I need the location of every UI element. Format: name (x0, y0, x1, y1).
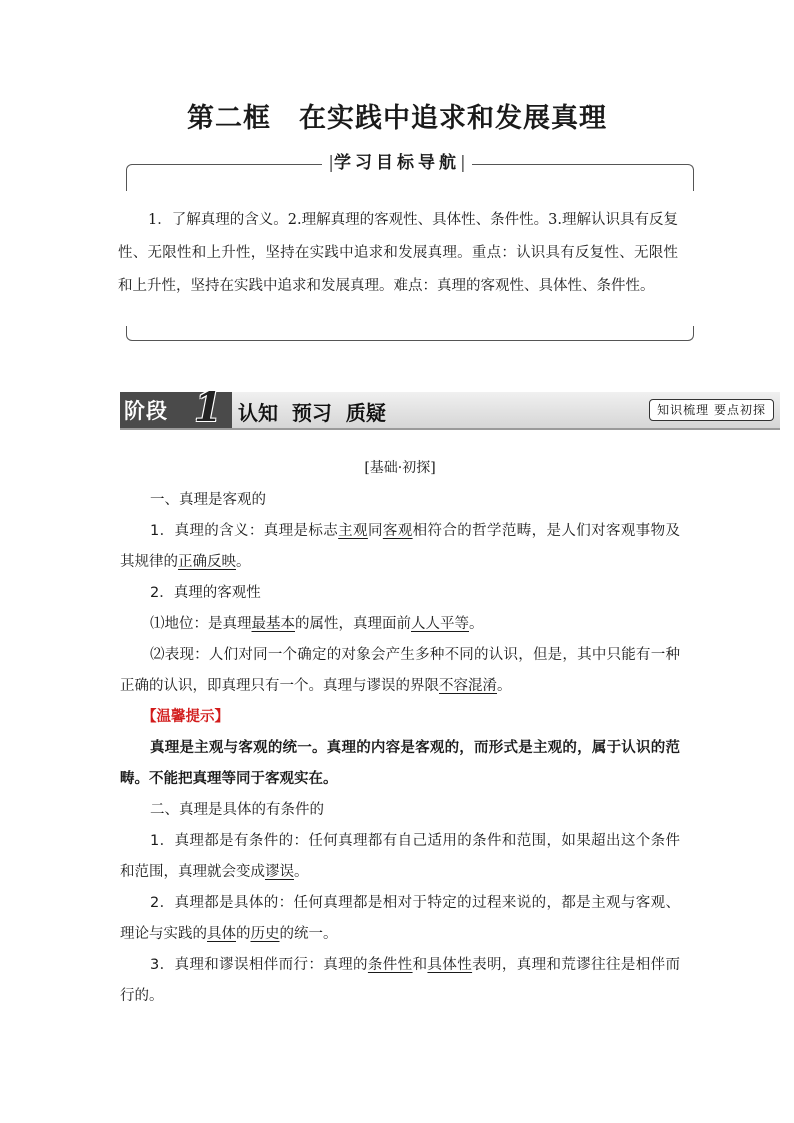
truth-and-error: 3．真理和谬误相伴而行：真理的条件性和具体性表明，真理和荒谬往往是相伴而行的。 (120, 957, 681, 1004)
answer-blank: 不容混淆 (439, 678, 497, 694)
stage-title: 认知 预习 质疑 (238, 401, 386, 425)
answer-blank: 主观 (338, 523, 368, 539)
tip-label: 【温馨提示】 (142, 709, 229, 725)
objectivity-performance: ⑵表现：人们对同一个确定的对象会产生多种不同的认识，但是，其中只能有一种正确的认识，即真理只有一个。真理与谬误的界限不容混淆。 (120, 647, 680, 694)
answer-blank: 历史 (250, 926, 280, 942)
answer-blank: 最基本 (251, 616, 295, 632)
truth-definition: 1．真理的含义：真理是标志主观同客观相符合的哲学范畴，是人们对客观事物及其规律的正确反映。 (120, 523, 681, 570)
part1-heading: 一、真理是客观的 (150, 492, 266, 508)
objectives-box-bottom (126, 326, 694, 341)
answer-blank: 具体 (207, 926, 236, 942)
answer-blank: 条件性 (367, 957, 413, 973)
stage-badge: 知识梳理 要点初探 (649, 399, 774, 421)
stage-banner (120, 384, 780, 431)
stage-prefix: 阶段 (124, 399, 168, 423)
objectives-text: 1．了解真理的含义。2.理解真理的客观性、具体性、条件性。3.理解认识具有反复性、无限性和上升性，坚持在实践中追求和发展真理。重点：认识具有反复性、无限性和上升性，坚持在实践中追求和发展真理。难点：真理的客观性、具体性、条件性。 (118, 212, 678, 294)
main-content (120, 455, 680, 1012)
page-title: 第二框 在实践中追求和发展真理 (187, 103, 607, 134)
answer-blank: 谬误 (265, 864, 294, 880)
answer-blank: 客观 (382, 523, 413, 539)
answer-blank: 正确反映 (178, 554, 236, 570)
section-tag: [基础·初探] (364, 460, 436, 476)
part2-heading: 二、真理是具体的有条件的 (150, 802, 324, 818)
answer-blank: 人人平等 (411, 616, 469, 632)
objectivity-heading: 2．真理的客观性 (150, 585, 261, 601)
truth-concrete: 2．真理都是具体的：任何真理都是相对于特定的过程来说的，都是主观与客观、理论与实践的具体的历史的统一。 (120, 895, 680, 942)
truth-conditional: 1．真理都是有条件的：任何真理都有自己适用的条件和范围，如果超出这个条件和范围，真理就会变成谬误。 (120, 833, 681, 880)
tip-text: 真理是主观与客观的统一。真理的内容是客观的，而形式是主观的，属于认识的范畴。不能把真理等同于客观实在。 (120, 740, 680, 787)
objectives-label-wrap (0, 152, 794, 174)
objectives-label: |学习目标导航| (322, 152, 471, 174)
objectivity-status: ⑴地位：是真理最基本的属性，真理面前人人平等。 (150, 616, 484, 632)
answer-blank: 具体性 (427, 957, 473, 973)
stage-number: 1 (194, 384, 222, 431)
